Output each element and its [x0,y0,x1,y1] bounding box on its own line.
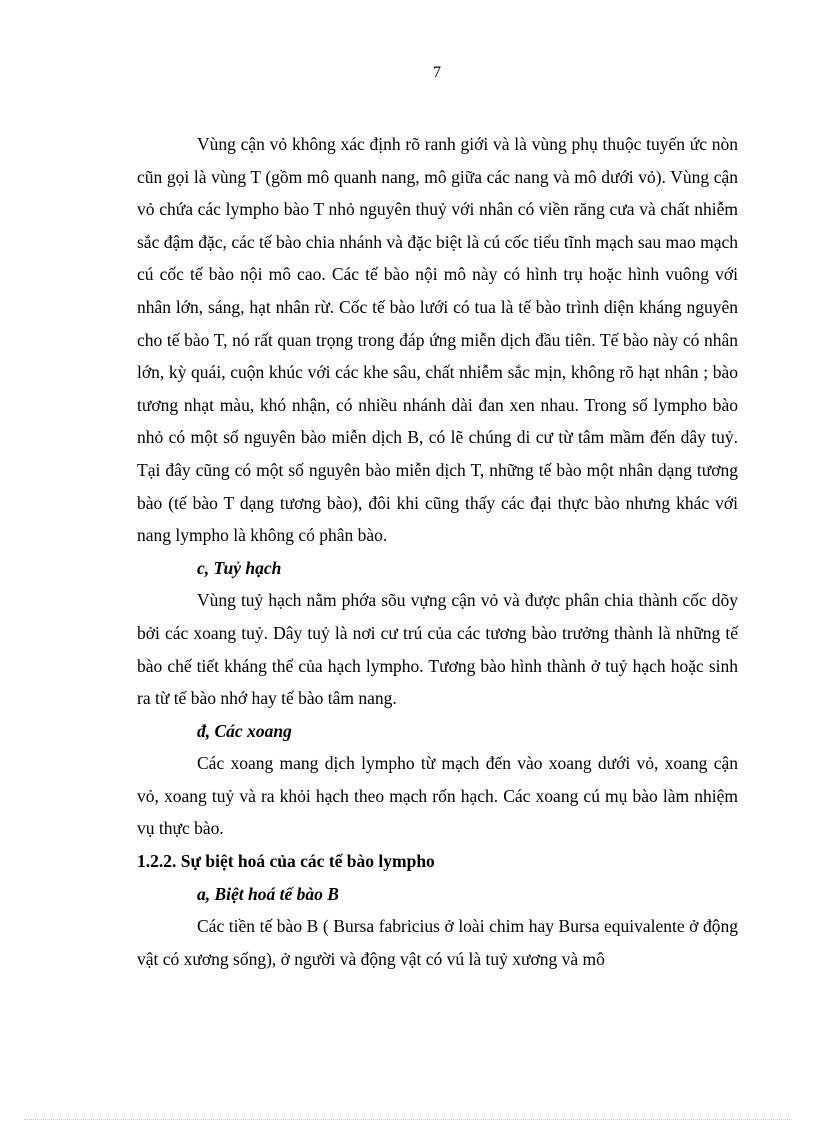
document-body [137,128,738,975]
paragraph-vung-can-vo: Vùng cận vỏ không xác định rõ ranh giới và là vùng phụ thuộc tuyến ức nòn cũn gọi là vùng T (gồm mô quanh nang, mô giữa các nang và mô dưới vỏ). Vùng cận vỏ chứa các lympho bào T nhỏ nguyên thuỷ với nhân có viền răng cưa và chất nhiễm sắc đậm đặc, các tế bào chia nhánh và đặc biệt là cú cốc tiểu tĩnh mạch sau mao mạch cú cốc tế bào nội mô cao. Các tế bào nội mô này có hình trụ hoặc hình vuông với nhân lớn, sáng, hạt nhân rừ. Cốc tế bào lưới có tua là tế bào trình diện kháng nguyên cho tế bào T, nó rất quan trọng trong đáp ứng miễn dịch đầu tiên. Tế bào này có nhân lớn, kỳ quái, cuộn khúc với các khe sâu, chất nhiễm sắc mịn, không rõ hạt nhân ; bào tương nhạt màu, khó nhận, có nhiều nhánh dài đan xen nhau. Trong số lympho bào nhỏ có một số nguyên bào miễn dịch B, có lẽ chúng di cư từ tâm mầm đến dây tuỷ. Tại đây cũng có một số nguyên bào miễn dịch T, những tế bào một nhân dạng tương bào (tế bào T dạng tương bào), đôi khi cũng thấy các đại thực bào nhưng khác với nang lympho là không có phân bào. [137,134,738,546]
page-number: 7 [433,64,441,81]
heading-cac-xoang: đ, Các xoang [197,720,292,741]
heading-tuy-hach: c, Tuỷ hạch [197,557,282,578]
paragraph-tuy-hach: Vùng tuỷ hạch nằm phớa sõu vựng cận vỏ và được phân chia thành cốc dõy bởi các xoang tuỷ. Dây tuỷ là nơi cư trú của các tương bào trưởng thành là những tế bào chế tiết kháng thể của hạch lympho. Tương bào hình thành ở tuỷ hạch hoặc sinh ra từ tế bào nhớ hay tế bào tâm nang. [137,590,738,709]
heading-biet-hoa-b: a, Biệt hoá tế bào B [197,883,339,904]
section-heading-1-2-2: 1.2.2. Sự biệt hoá của các tế bào lympho [137,851,435,872]
paragraph-cac-xoang: Các xoang mang dịch lympho từ mạch đến vào xoang dưới vỏ, xoang cận vỏ, xoang tuỷ và ra khỏi hạch theo mạch rốn hạch. Các xoang cú mụ bào làm nhiệm vụ thực bào. [137,753,738,839]
footer-dotted-rule [24,1119,792,1120]
paragraph-tien-te-bao-b: Các tiền tế bào B ( Bursa fabricius ở loài chim hay Bursa equivalente ở động vật có xương sống), ở người và động vật có vú là tuỷ xương và mô [137,916,738,969]
